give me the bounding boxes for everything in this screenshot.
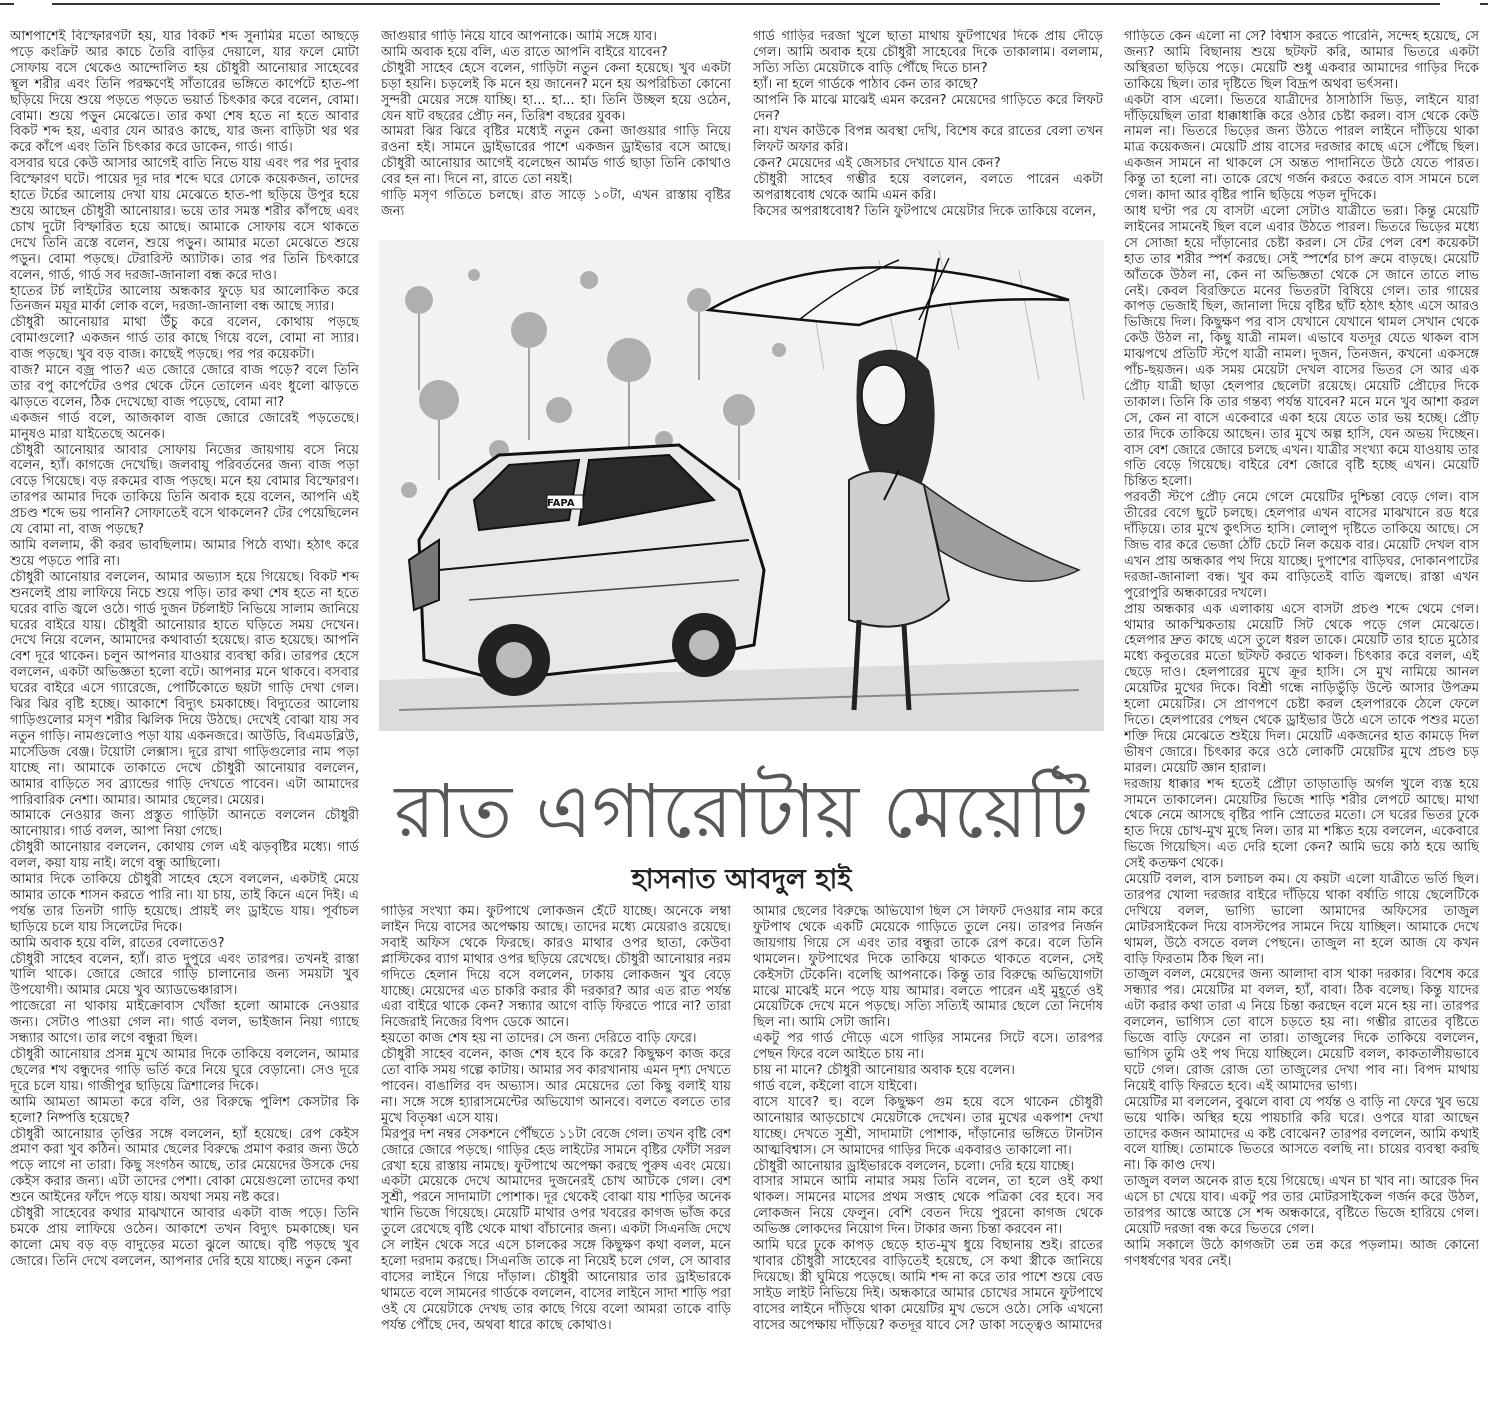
article-column-4 <box>1124 29 1479 1405</box>
article-paragraph: আমরা ঝির ঝিরে বৃষ্টির মধ্যেই নতুন কেনা জাগুয়ার গাড়ি নিয়ে রওনা হই। সামনে ড্রাইভারের পাশে একজন ড্রাইভার বসে আছে। চৌধুরী আনোয়ার আগেই বলেছেন আর্মড গার্ড ছাড়া তিনি কোথাও বের হন না। দিনে না, রাতে তো নয়ই। <box>381 124 731 188</box>
article-column-1 <box>10 29 359 1405</box>
article-column-3-bottom <box>753 904 1103 1406</box>
article-paragraph: পরবর্তী স্টপে প্রৌঢ় নেমে গেলে মেয়েটির দুশ্চিন্তা বেড়ে গেল। বাস তীরের বেগে ছুটে চলছে। হেলপার এখন বাসের মাঝখানে রড ধরে দাঁড়িয়ে। তার মুখে কুৎসিত হাসি। লোলুপ দৃষ্টিতে তাকিয়ে আছে। সে জিভ বার করে ভেজা ঠোঁট চেটে নিল কয়েক বার। মেয়েটি দেখল বাস এখন প্রায় অন্ধকার পথ দিয়ে যাচ্ছে। দুপাশের বাড়িঘর, দোকানপাটের দরজা-জানালা বন্ধ। খুব কম বাড়িতেই বাতি জ্বলছে। রাস্তা এখন পুরোপুরি অন্ধকারের দখলে। <box>1124 490 1479 601</box>
illustration-drawing <box>379 240 1104 731</box>
article-paragraph: বাসে যাবে? হু। বলে কিছুক্ষণ গুম হয়ে বসে থাকেন চৌধুরী আনোয়ার আড়চোখে মেয়েটাকে দেখেন। তার মুখের একপাশ দেখা যাচ্ছে। দেখতে সুশ্রী, সাদামাটা পোশাক, দাঁড়ানোর ভঙ্গিতে টানটান আত্মবিশ্বাস। সে আমাদের গাড়ির দিকে একবারও তাকালো না। <box>753 1094 1103 1158</box>
article-paragraph: কিসের অপরাধবোধ? তিনি ফুটপাথে মেয়েটার দিকে তাকিয়ে বলেন, <box>753 203 1097 219</box>
article-paragraph: আমি সকালে উঠে কাগজটা তন্ন তন্ন করে পড়লাম। আজ কোনো গণধর্ষণের খবর নেই। <box>1124 1237 1479 1269</box>
article-paragraph: একটু পর গার্ড দৌড়ে এসে গাড়ির সামনের সিটে বসে। তারপর পেছন ফিরে বলে আইতে চায় না। <box>753 1031 1103 1063</box>
article-paragraph: চৌধুরী আনোয়ার মাথা উঁচু করে বলেন, কোথায় পড়ছে বোমাগুলো? একজন গার্ড তার কাছে গিয়ে বলে, বোমা না স্যার। বাজ পড়ছে। খুব বড় বাজ। কাছেই পড়ছে। পর পর কয়েকটা। <box>10 315 359 363</box>
article-paragraph: চৌধুরী সাহেবের কথার মাঝখানে আবার একটা বাজ পড়ে। তিনি চমকে প্রায় লাফিয়ে ওঠেন। আকাশে তখন বিদ্যুৎ চমকাচ্ছে। ঘন কালো মেঘ বড় বড় বাদুড়ের মতো ঝুলে আছে। বৃষ্টি পড়ছে খুব জোরে। তিনি দেখে বললেন, আপনার দেরি হয়ে যাচ্ছে। নতুন কেনা <box>10 1206 359 1269</box>
article-paragraph: আমি বললাম, কী করব ভাবছিলাম। আমার পিঠে ব্যথা। হঠাৎ করে শুয়ে পড়তে পারি না। <box>10 538 359 569</box>
article-paragraph: আমি অবাক হয়ে বলি, রাতের বেলাতেও? <box>10 935 225 951</box>
article-paragraph: মিরপুর দশ নম্বর সেকশনে পৌঁছতে ১১টা বেজে গেল। তখন বৃষ্টি বেশ জোরে জোরে পড়ছে। গাড়ির হেড লাইটের সামনে বৃষ্টির ফোঁটা সরল রেখা হয়ে রাস্তায় নামছে। ফুটপাথে অপেক্ষা করছে পুরুষ এবং মেয়ে। একটা মেয়েকে দেখে আমাদের দুজনেরই চোখ আটকে গেল। বেশ সুশ্রী, পরনে সাদামাটা পোশাক। দূর থেকেই বোঝা যায় শাড়ির অনেক খানি ভিজে গিয়েছে। মেয়েটি মাথার ওপর খবরের কাগজ ভাঁজ করে তুলে রেখেছে বৃষ্টি থেকে মাথা বাঁচানোর জন্য। একটা সিএনজি দেখে সে লাইন থেকে সরে এসে চালকের সঙ্গে কিছুক্ষণ কথা বলল, মনে হলো দরদাম করছে। সিএনজি তাকে না নিয়েই চলে গেল, সে আবার বাসের লাইনে গিয়ে দাঁড়াল। চৌধুরী আনোয়ার তার ড্রাইভারকে থামতে বলে সামনের গার্ডকে বললেন, বাসের লাইনে সাদা শাড়ি পরা ওই যে মেয়েটাকে দেখছ তার কাছে গিয়ে বলো আমরা তাকে বাড়ি পর্যন্ত পৌঁছে দেব, অথবা ধারে কাছে কোথাও। <box>381 1126 731 1333</box>
article-paragraph: একটা বাস এলো। ভিতরে যাত্রীদের ঠাসাঠাসি ভিড়, লাইনে যারা দাঁড়িয়েছিল তারা ধাক্কাধাক্কি করে ওঠার চেষ্টা করল। বাস থেকে কেউ নামল না। ভিতরে ভিড়ের জন্য উঠতে পারল লাইনে দাঁড়িয়ে থাকা মাত্র কয়েকজন। মেয়েটি প্রায় বাসের দরজার কাছে এসে পৌঁছে ছিল। একজন সামনে না থাকলে সে অন্তত পাদানিতে উঠে যেতে পারত। কিন্তু তা হলো না। তাকে রেখে গর্জন করতে করতে বাস সামনে চলে গেল। কাদা আর বৃষ্টির পানি ছড়িয়ে পড়ল দুদিকে। <box>1124 92 1479 204</box>
header-rule-line <box>0 3 1488 5</box>
article-paragraph: আমাকে নেওয়ার জন্য প্রস্তুত গাড়িটা আনতে বললেন চৌধুরী আনোয়ার। গার্ড বলল, আপা নিয়া গেছে। <box>10 808 359 840</box>
article-paragraph: গাড়িতে কেন এলো না সে? বিশ্বাস করতে পারেনি, সন্দেহ হয়েছে, সে জন্য? আমি বিছানায় শুয়ে ছটফট করি, আমার ভিতরে একটা অস্থিরতা ছড়িয়ে পড়ে। মেয়েটি শুধু একবার আমাদের গাড়ির দিকে তাকিয়ে ছিল। তার দৃষ্টিতে ছিল বিদ্রূপ অথবা ভর্ৎসনা। <box>1124 29 1479 92</box>
header-rule-gap-left <box>14 0 52 8</box>
article-column-2-top <box>381 29 731 235</box>
article-paragraph: আমার ছেলের বিরুদ্ধে অভিযোগ ছিল সে লিফট দেওয়ার নাম করে ফুটপাথ থেকে একটি মেয়েকে গাড়িতে তুলে নেয়। তারপর নির্জন জায়গায় গিয়ে সে এবং তার বন্ধুরা তাকে রেপ করে। বলে তিনি থামলেন। ফুটপাথের দিকে তাকিয়ে থাকতে থাকতে বলেন, সেই কেইসটা টেকেনি। বলেছি আপনাকে। কিন্তু তার বিরুদ্ধে অভিযোগটা মাঝে মাঝেই মনে পড়ে যায় আমার। বলতে পারেন এই মুহূর্তে ওই মেয়েটিকে দেখে মনে পড়ছে। সত্যি সত্যিই আমার ছেলে তো নির্দোষ ছিল না। আমি সেটা জানি। <box>753 904 1103 1031</box>
article-paragraph: চৌধুরী আনোয়ার বললেন, আমার অভ্যাস হয়ে গিয়েছে। বিকট শব্দ শুনলেই প্রায় লাফিয়ে নিচে শুয়ে পড়ি। তার কথা শেষ হতে না হতে ঘরের বাতি জ্বলে ওঠে। গার্ড দুজন টর্চলাইট নিভিয়ে সালাম জানিয়ে ঘরের বাইরে যায়। চৌধুরী আনোয়ার হাতে ঘড়িতে সময় দেখেন। দেখে নিয়ে বলেন, আমাদের কথাবার্তা হয়েছে। রাত হয়েছে। আপনি বেশ দূরে থাকেন। চলুন আপনার যাওয়ার ব্যবস্থা করি। তারপর হেসে বললেন, একটা অভিজ্ঞতা হলো বটে। আপনার মনে থাকবে। বসবার ঘরের বাইরে এসে গ্যারেজে, পোর্টিকোতে ছয়টা গাড়ি দেখা গেল। ঝির ঝির বৃষ্টি হচ্ছে। আকাশে বিদ্যুৎ চমকাচ্ছে। বিদ্যুতের আলোয় গাড়িগুলোর মসৃণ শরীর ঝিলিক দিয়ে উঠছে। দেখেই বোঝা যায় সব নতুন গাড়ি। নামগুলোও পড়া যায় একনজরে। আউডি, বিএমডব্লিউ, মার্সেডিজ বেঞ্জ। টয়োটা লেক্সাস। দূরে রাখা গাড়িগুলোর নাম পড়া যাচ্ছে না। আমাকে তাকাতে দেখে চৌধুরী আনোয়ার বললেন, আমার বাড়িতে সব ব্র্যান্ডের গাড়ি দেখতে পাবেন। এটা আমাদের পারিবারিক নেশা। আমার। আমার ছেলের। মেয়ের। <box>10 569 359 808</box>
article-paragraph: চৌধুরী আনোয়ার বললেন, কোথায় গেল এই ঝড়বৃষ্টির মধ্যে। গার্ড বলল, কয়া যায় নাই। লগে বন্ধু আছিলো। <box>10 840 359 872</box>
story-headline: রাত এগারোটায় মেয়েটি <box>394 769 1089 855</box>
article-paragraph: গার্ড গাড়ির দরজা খুলে ছাতা মাথায় ফুটপাথের দিকে প্রায় দৌড়ে গেল। আমি অবাক হয়ে চৌধুরী সাহেবের দিকে তাকালাম। বললাম, সত্যি সত্যি মেয়েটাকে বাড়ি পৌঁছে দিতে চান? <box>753 29 1103 76</box>
article-paragraph: না। যখন কাউকে বিপন্ন অবস্থা দেখি, বিশেষ করে রাতের বেলা তখন লিফট অফার করি। <box>753 124 1103 156</box>
article-paragraph: আমার দিকে তাকিয়ে চৌধুরী সাহেব হেসে বললেন, একটাই মেয়ে আমার তাকে শাসন করতে পারি না। যা চায়, তাই কিনে এনে দিই। এ পর্যন্ত তার তিনটা গাড়ি হয়েছে। প্রায়ই লং ড্রাইভে যায়। পূর্বাচল ছাড়িয়ে চলে যায় সিলেটের দিকে। <box>10 872 359 935</box>
article-paragraph: চৌধুরী সাহেব বলেন, হ্যাঁ। রাত দুপুরে এবং তারপর। তখনই রাস্তা খালি থাকে। জোরে জোরে গাড়ি চালানোর জন্য সময়টা খুব উপযোগী। আমার মেয়ে খুব অ্যাডভেঞ্চারাস। <box>10 951 359 999</box>
article-column-2-bottom <box>381 904 731 1406</box>
article-paragraph: চৌধুরী সাহেব হেসে বলেন, গাড়িটা নতুন কেনা হয়েছে। খুব একটা চড়া হয়নি। চড়লেই কি মনে হয় জানেন? মনে হয় অপরিচিতা কোনো সুন্দরী মেয়ের সঙ্গে যাচ্ছি। হা... হা... হা। তিনি উচ্ছল হয়ে ওঠেন, যেন ষাট বছরের প্রৌঢ় নন, তিরিশ বছরের যুবক। <box>381 60 731 124</box>
article-paragraph: আধ ঘণ্টা পর যে বাসটা এলো সেটাও যাত্রীতে ভরা। কিন্তু মেয়েটি লাইনের সামনেই ছিল বলে এবার উঠতে পারল। ভিতরে ভিড়ের মধ্যে সে সোজা হয়ে দাঁড়ানোর চেষ্টা করল। সে টের পেল বেশ কয়েকটা হাত তার শরীর স্পর্শ করছে। সেই স্পর্শের চাপ ক্রমে বাড়ছে। মেয়েটি আঁতকে উঠল না, কেন না অভিজ্ঞতা থেকে সে জানে তাতে লাভ নেই। কেবল বিরক্তিতে মনের ভিতরটা বিষিয়ে গেল। তার গায়ের কাপড় ভেজাই ছিল, জানালা দিয়ে বৃষ্টির ছাঁট হঠাৎ হঠাৎ এসে আরও ভিজিয়ে দিল। কিছুক্ষণ পর বাস যেখানে যেখানে থামল সেখান থেকে কেউ উঠল না, কিছু যাত্রী নামল। এভাবে যতদূর যেতে থাকল বাস মাঝপথে প্রতিটি স্টপে যাত্রী নামল। দুজন, তিনজন, কখনো একসঙ্গে পাঁচ-ছয়জন। এক সময় মেয়েটা দেখল বাসের ভিতর সে আর এক প্রৌঢ় যাত্রী ছাড়া হেলপার ছেলেটা রয়েছে। মেয়েটি প্রৌঢ়ের দিকে তাকাল। তিনি কি তার গন্তব্য পর্যন্ত যাবেন? মনে মনে খুব আশা করল সে, কেন না বাসে একেবারে একা হয়ে যেতে তার ভয় হচ্ছে। প্রৌঢ় তার দিকে তাকিয়ে আছেন। তার মুখে অল্প হাসি, যেন অভয় দিচ্ছেন। বাস বেশ জোরে জোরে চলছে এখন। যাত্রীর সংখ্যা কমে যাওয়ায় তার গতি বেড়ে গিয়েছে। বাইরে বেশ জোরে বৃষ্টি হচ্ছে এখন। মেয়েটি চিন্তিত হলো। <box>1124 203 1479 490</box>
top-rule <box>0 0 1488 14</box>
article-paragraph: চৌধুরী সাহেব বলেন, কাজ শেষ হবে কি করে? কিছুক্ষণ কাজ করে তো বাকি সময় গল্পে কাটায়। আমার সব কারখানায় এমন দৃশ্য দেখতে পাবেন। বাঙালির বদ অভ্যাস। আর মেয়েদের তো কিছু বলাই যায় না। সঙ্গে সঙ্গে হ্যারাসমেন্টের অভিযোগ আনবে। বলতে বলতে তার মুখে বিতৃষ্ণা এসে যায়। <box>381 1047 731 1126</box>
article-paragraph: হয়তো কাজ শেষ হয় না তাদের। সে জন্য দেরিতে বাড়ি ফেরে। <box>381 1031 697 1047</box>
article-paragraph: হ্যাঁ। না হলে গার্ডকে পাঠাব কেন তার কাছে? <box>753 76 979 92</box>
article-paragraph: জাগুয়ার গাড়ি নিয়ে যাবে আপনাকে। আমি সঙ্গে যাব। <box>381 29 657 44</box>
article-paragraph: গাড়ির সংখ্যা কম। ফুটপাথে লোকজন হেঁটে যাচ্ছে। অনেকে লম্বা লাইন দিয়ে বাসের অপেক্ষায় আছে। তাদের মধ্যে মেয়েরাও রয়েছে। সবাই অফিস থেকে ফিরছে। কারও মাথার ওপর ছাতা, কেউবা প্লাস্টিকের ব্যাগ মাথার ওপর ছড়িয়ে রেখেছে। চৌধুরী আনোয়ার নরম গদিতে হেলান দিয়ে বসে বললেন, ঢাকায় লোকজন খুব বেড়ে যাচ্ছে। মেয়েদের এত চাকরি করার কী দরকার? আর এত রাত পর্যন্ত এরা বাইরে থাকে কেন? সন্ধ্যার আগে বাড়ি ফিরতে পারে না? তারা নিজেরাই নিজের বিপদ ডেকে আনে। <box>381 904 731 1031</box>
article-paragraph: বসবার ঘরে কেউ আসার আগেই বাতি নিভে যায় এবং পর পর দুবার বিস্ফোরণ ঘটে। পায়ের দূর দার শব্দে ঘরে ঢোকে কয়েকজন, তাদের হাতে টর্চের আলোয় দেখা যায় মেঝেতে হাত-পা ছড়িয়ে উপুর হয়ে শুয়ে আছেন চৌধুরী আনোয়ার। ভয়ে তার সমস্ত শরীর কাঁপছে এবং চোখ দুটো বিস্ফারিত হয়ে আছে। আমাকে সোফায় বসে থাকতে দেখে তিনি ত্রস্তে বলেন, শুয়ে পড়ুন। আমার মতো মেঝেতে শুয়ে পড়ুন। বোমা পড়ছে। টেরারিস্ট অ্যাটাক। তার পর তিনি চিৎকারে বলেন, গার্ড, গার্ড সব দরজা-জানালা বন্ধ করে দাও। <box>10 156 359 283</box>
article-paragraph: আমি আমতা আমতা করে বলি, ওর বিরুদ্ধে পুলিশ কেসটার কি হলো? নিষ্পত্তি হয়েছে? <box>10 1094 359 1126</box>
article-paragraph: চায় না মানে? চৌধুরী আনোয়ার অবাক হয়ে বলেন। <box>753 1063 1015 1079</box>
car-plate-text: FAPA <box>547 498 575 509</box>
article-paragraph: বাসার সামনে আমি নামার সময় তিনি বলেন, তা হলে ওই কথা থাকল। সামনের মাসের প্রথম সপ্তাহ থেকে পত্রিকা বের হবে। সব লোকজন নিয়ে ফেলুন। বেশি বেতন দিয়ে পুরনো কাগজ থেকে অভিজ্ঞ লোকদের নিয়োগ দিন। টাকার জন্য চিন্তা করবেন না। <box>753 1174 1103 1238</box>
article-paragraph: চৌধুরী আনোয়ার তৃপ্তির সঙ্গে বললেন, হ্যাঁ হয়েছে। রেপ কেইস প্রমাণ করা খুব কঠিন। আমার ছেলের বিরুদ্ধে প্রমাণ করার জন্য উঠে পড়ে লাগে না তারা। কিছু সংগঠন আছে, তার মেয়েদের উসকে দেয় কেইস করার জন্য। এটা তাদের পেশা। বোকা মেয়েগুলো তাদের কথা শুনে আইনের ফাঁদে পড়ে যায়। অযথা সময় নষ্ট করে। <box>10 1126 359 1206</box>
article-paragraph: প্রায় অন্ধকার এক এলাকায় এসে বাসটা প্রচণ্ড শব্দে থেমে গেল। থামার আকস্মিকতায় মেয়েটি সিট থেকে পড়ে গেল মেঝেতে। হেলপার দ্রুত কাছে এসে তুলে ধরল তাকে। মেয়েটি তার হাতে মুঠোর মধ্যে কবুতরের মতো ছটফট করতে থাকল। চিৎকার করে বলল, এই ছেড়ে দাও। হেলপারের মুখে ক্রূর হাসি। সে মুখ নামিয়ে আনল মেয়েটির মুখের দিকে। বিশ্রী গন্ধে নাড়িভুঁড়ি উল্টে আসার উপক্রম হলো মেয়েটির। সে প্রাণপণে চেষ্টা করল হেলপারকে ঠেলে ফেলে দিতে। হেলপারের পেছন থেকে ড্রাইভার উঠে এসে তাকে পশুর মতো শক্তি দিয়ে মেঝেতে শুইয়ে দিল। মেয়েটি একজনের হাত কামড়ে দিল ভীষণ জোরে। চিৎকার করে ওঠে লোকটি মেয়েটির মুখে প্রচণ্ড চড় মারল। মেয়েটি জ্ঞান হারাল। <box>1124 601 1479 776</box>
article-paragraph: আমি ঘরে ঢুকে কাপড় ছেড়ে হাত-মুখ ধুয়ে বিছানায় শুই। রাতের খাবার চৌধুরী সাহেবের বাড়িতেই হয়েছে, সে কথা স্ত্রীকে জানিয়ে দিয়েছে। স্ত্রী ঘুমিয়ে পড়েছে। আমি শব্দ না করে তার পাশে শুয়ে বেড সাইড লাইট নিভিয়ে দিই। অন্ধকারে আমার চোখের সামনে ফুটপাথে বাসের লাইনে দাঁড়িয়ে থাকা মেয়েটির মুখ ভেসে ওঠে। সেকি এখনো বাসের অপেক্ষায় দাঁড়িয়ে? কতদূর যাবে সে? ডাকা সত্ত্বেও আমাদের <box>753 1238 1103 1333</box>
car-drawing <box>409 445 764 696</box>
article-paragraph: গার্ড বলে, কইলো বাসে যাইবো। <box>753 1078 918 1094</box>
article-paragraph: পাজেরো না থাকায় মাইক্রোবাস খোঁজা হলো আমাকে নেওয়ার জন্য। সেটাও পাওয়া গেল না। গার্ড বলল, ভাইজান নিয়া গ্যাছে সন্ধ্যার আগে। তার লগে বন্ধুরা ছিল। <box>10 999 359 1047</box>
article-paragraph: তাজুল বলল অনেক রাত হয়ে গিয়েছে। এখন চা খাব না। আরেক দিন এসে চা খেয়ে যাব। একটু পর তার মোটরসাইকেল গর্জন করে উঠল, তারপর আস্তে আস্তে সে শব্দ অন্ধকারে, বৃষ্টিতে ভিজে হারিয়ে গেল। মেয়েটি দরজা বন্ধ করে ভিতরে গেল। <box>1124 1174 1479 1237</box>
author-byline: হাসনাত আবদুল হাই <box>631 864 852 895</box>
header-rule-gap-right <box>1440 0 1480 8</box>
article-paragraph: আমি অবাক হয়ে বলি, এত রাতে আপনি বাইরে যাবেন? <box>381 44 668 60</box>
article-paragraph: মেয়েটি বলল, বাস চলাচল কম। যে কয়টা এলো যাত্রীতে ভর্তি ছিল। তারপর খোলা দরজার বাইরে দাঁড়িয়ে থাকা বর্ষাতি গায়ে ছেলেটিকে দেখিয়ে বলল, ভাগ্যি ভালো আমাদের অফিসের তাজুল মোটরসাইকেল দিয়ে বাসস্টপের সামনে দিয়ে যাচ্ছিল। আমাকে দেখে থামল, উঠে বসতে বলল পেছনে। তাজুল না হলে আজ যে কখন বাড়ি ফিরতাম ঠিক ছিল না। <box>1124 872 1479 967</box>
article-paragraph: হাতের টর্চ লাইটের আলোয় অন্ধকার ফুড়ে ঘর আলোকিত করে তিনজন ময়ূর মার্কা লোক বলে, দরজা-জানালা বন্ধ আছে স্যার। <box>10 283 359 315</box>
article-paragraph: একজন গার্ড বলে, আজকাল বাজ জোরে জোরেই পড়তেছে। মানুষও মারা যাইতেছে অনেক। <box>10 410 359 442</box>
article-paragraph: মেয়েটির মা বললেন, বুঝলে বাবা যে পর্যন্ত ও বাড়ি না ফেরে খুব ভয়ে ভয়ে থাকি। অস্থির হয়ে পায়চারি করি ঘরে। ওপরে যারা আছেন তাদের কজন আমাদের এ কষ্ট বোঝেন? তারপর বললেন, আমি কথাই বলে যাচ্ছি। তোমাকে ভিতরে আসতে বলছি না। চায়ের ব্যবস্থা করছি না। কি কাণ্ড দেখ। <box>1124 1094 1479 1174</box>
article-paragraph: বাজ? মানে বজ্র পাত? এত জোরে জোরে বাজ পড়ে? বলে তিনি তার বপু কার্পেটের ওপর থেকে টেনে তোলেন এবং ধুলো ঝাড়তে ঝাড়তে বলেন, ঠিক দেখেছো বাজ পড়েছে, বোমা না? <box>10 363 359 410</box>
article-paragraph: আপনি কি মাঝে মাঝেই এমন করেন? মেয়েদের গাড়িতে করে লিফট দেন? <box>753 92 1103 124</box>
article-paragraph: দরজায় ধাক্কার শব্দ হতেই প্রৌঢ়া তাড়াতাড়ি অর্গল খুলে ব্যস্ত হয়ে সামনে তাকালেন। মেয়েটির ভিজে শাড়ি শরীর লেপটে আছে। মাথা থেকে নেমে আসছে বৃষ্টির পানি স্রোতের মতো। সে ঘরের ভিতর ঢুকে হাত দিয়ে চোখ-মুখ মুছে নিল। তার মা শঙ্কিত হয়ে বললেন, একেবারে ভিজে গিয়েছিস। এত দেরি হলো কেন? আমি ভয়ে কাঠ হয়ে আছি সেই কতক্ষণ থেকে। <box>1124 776 1479 872</box>
article-column-3-top <box>753 29 1103 235</box>
article-paragraph: চৌধুরী আনোয়ার আবার সোফায় নিজের জায়গায় বসে নিয়ে বলেন, হ্যাঁ। কাগজে দেখেছি। জলবায়ু পরিবর্তনের জন্য বাজ পড়া বেড়ে গিয়েছে। বড় রকমের বাজ পড়ছে। মনে হয় বোমার বিস্ফোরণ। তারপর আমার দিকে তাকিয়ে তিনি অবাক হয়ে বলেন, আপনি এই প্রচণ্ড শব্দে ভয় পাননি? সোফাতেই বসে থাকলেন? টের পেয়েছিলেন যে বোমা না, বাজ পড়ছে? <box>10 442 359 538</box>
article-paragraph: গাড়ি মসৃণ গতিতে চলছে। রাত সাড়ে ১০টা, এখন রাস্তায় বৃষ্টির জন্য <box>381 188 731 219</box>
article-paragraph: চৌধুরী আনোয়ার প্রসন্ন মুখে আমার দিকে তাকিয়ে বললেন, আমার ছেলের শখ বন্ধুদের গাড়ি ভর্তি করে নিয়ে ঘুরে বেড়ানো। সেও দূরে দূরে চলে যায়। গাজীপুর ছাড়িয়ে ত্রিশালের দিকে। <box>10 1047 359 1094</box>
article-paragraph: আশপাশেই বিস্ফোরণটা হয়, যার বিকট শব্দ সুনামির মতো আছড়ে পড়ে কংক্রিট আর কাচে তৈরি বাড়ির দেয়ালে, যার ফলে মোটা সোফায় বসে থেকেও আন্দোলিত হয় চৌধুরী আনোয়ার সাহেবের স্থূল শরীর এবং তিনি পরক্ষণেই সাঁতারের ভঙ্গিতে কার্পেটে হাত-পা ছড়িয়ে দিয়ে শুয়ে পড়তে পড়তে ভয়ার্ত চিৎকার করে বলেন, বোমা। বোমা। শুয়ে পড়ুন মেঝেতে। তার কথা শেষ হতে না হতে আবার বিকট শব্দ হয়, এবার যেন আরও কাছে, যার জন্য বাড়িটা থর থর করে কাঁপে এবং তিনি চিৎকার করে ডাকেন, গার্ড। গার্ড। <box>10 29 359 156</box>
article-paragraph: তাজুল বলল, মেয়েদের জন্য আলাদা বাস থাকা দরকার। বিশেষ করে সন্ধ্যার পর। মেয়েটির মা বলল, হ্যাঁ, বাবা। ঠিক বলেছ। কিন্তু যাদের এটা করার কথা তারা এ নিয়ে চিন্তা করছেন বলে মনে হয় না। তারপর বললেন, ভাগ্যিস তো বাসে চড়তে হয় না। গম্ভীর রাতের বৃষ্টিতে ভিজে বাড়ি ফেরেন না তারা। তাজুলের দিকে তাকিয়ে বললেন, ভাগিস তুমি ওই পথ দিয়ে যাচ্ছিলে। মেয়েটি বলল, কাকতালীয়ভাবে ঘটে গেল। রোজ রোজ তো তাজুলের দেখা পাব না। বিপদ মাথায় নিয়েই বাড়ি ফিরতে হবে। এই আমাদের ভাগ্য। <box>1124 967 1479 1094</box>
article-paragraph: চৌধুরী সাহেব গম্ভীর হয়ে বললেন, বলতে পারেন একটা অপরাধবোধ থেকে আমি এমন করি। <box>753 172 1103 204</box>
article-paragraph: চৌধুরী আনোয়ার ড্রাইভারকে বললেন, চলো। দেরি হয়ে যাচ্ছে। <box>753 1158 1075 1174</box>
story-illustration <box>379 240 1104 731</box>
article-paragraph: কেন? মেয়েদের এই জেসচার দেখাতে যান কেন? <box>753 156 1001 172</box>
